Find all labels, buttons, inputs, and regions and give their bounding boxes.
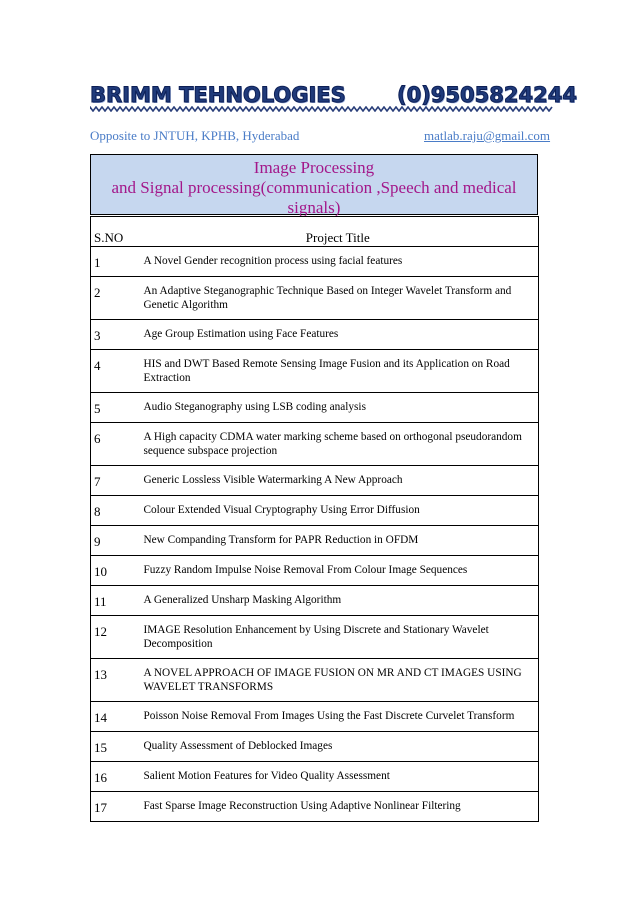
row-number: 5 [91,393,138,423]
project-title: Salient Motion Features for Video Quality Assessment [138,762,539,792]
section-title-box [90,154,538,215]
project-title: Audio Steganography using LSB coding analysis [138,393,539,423]
company-name: BRIMM TEHNOLOGIES [90,83,346,107]
wavy-divider [90,106,554,112]
table-row [91,496,539,526]
table-row [91,277,539,320]
row-number: 17 [91,792,138,822]
column-header-title: Project Title [138,217,539,247]
project-title: Colour Extended Visual Cryptography Using Error Diffusion [138,496,539,526]
project-title: Fuzzy Random Impulse Noise Removal From Colour Image Sequences [138,556,539,586]
table-row [91,792,539,822]
project-title: Quality Assessment of Deblocked Images [138,732,539,762]
section-title-line-3: signals) [287,198,341,217]
row-number: 2 [91,277,138,320]
table-row [91,732,539,762]
table-header-row [91,217,539,247]
section-title-line-1: Image Processing [253,158,375,177]
table-row [91,247,539,277]
section-title-line-2: and Signal processing(communication ,Speech and medical [111,178,517,197]
project-title: A NOVEL APPROACH OF IMAGE FUSION ON MR AND CT IMAGES USING WAVELET TRANSFORMS [138,659,539,702]
row-number: 11 [91,586,138,616]
address: Opposite to JNTUH, KPHB, Hyderabad [90,128,300,143]
row-number: 16 [91,762,138,792]
project-table [90,216,539,822]
project-title: New Companding Transform for PAPR Reduction in OFDM [138,526,539,556]
project-title: HIS and DWT Based Remote Sensing Image Fusion and its Application on Road Extraction [138,350,539,393]
project-title: A Generalized Unsharp Masking Algorithm [138,586,539,616]
row-number: 13 [91,659,138,702]
table-row [91,702,539,732]
table-row [91,393,539,423]
row-number: 9 [91,526,138,556]
table-row [91,350,539,393]
project-title: IMAGE Resolution Enhancement by Using Discrete and Stationary Wavelet Decomposition [138,616,539,659]
table-row [91,423,539,466]
table-row [91,320,539,350]
project-title: An Adaptive Steganographic Technique Based on Integer Wavelet Transform and Genetic Algorithm [138,277,539,320]
table-row [91,586,539,616]
row-number: 1 [91,247,138,277]
row-number: 6 [91,423,138,466]
project-title: Age Group Estimation using Face Features [138,320,539,350]
table-row [91,466,539,496]
project-title: Generic Lossless Visible Watermarking A New Approach [138,466,539,496]
table-row [91,762,539,792]
table-row [91,526,539,556]
row-number: 7 [91,466,138,496]
project-title: Poisson Noise Removal From Images Using the Fast Discrete Curvelet Transform [138,702,539,732]
table-row [91,616,539,659]
row-number: 10 [91,556,138,586]
project-title: A Novel Gender recognition process using facial features [138,247,539,277]
phone-number: (0)9505824244 [397,83,577,107]
table-row [91,556,539,586]
row-number: 12 [91,616,138,659]
column-header-sno: S.NO [91,217,138,247]
row-number: 8 [91,496,138,526]
row-number: 14 [91,702,138,732]
table-row [91,659,539,702]
row-number: 4 [91,350,138,393]
row-number: 15 [91,732,138,762]
project-title: Fast Sparse Image Reconstruction Using Adaptive Nonlinear Filtering [138,792,539,822]
email-link[interactable]: matlab.raju@gmail.com [424,128,551,143]
row-number: 3 [91,320,138,350]
project-title: A High capacity CDMA water marking scheme based on orthogonal pseudorandom sequence subspace projection [138,423,539,466]
